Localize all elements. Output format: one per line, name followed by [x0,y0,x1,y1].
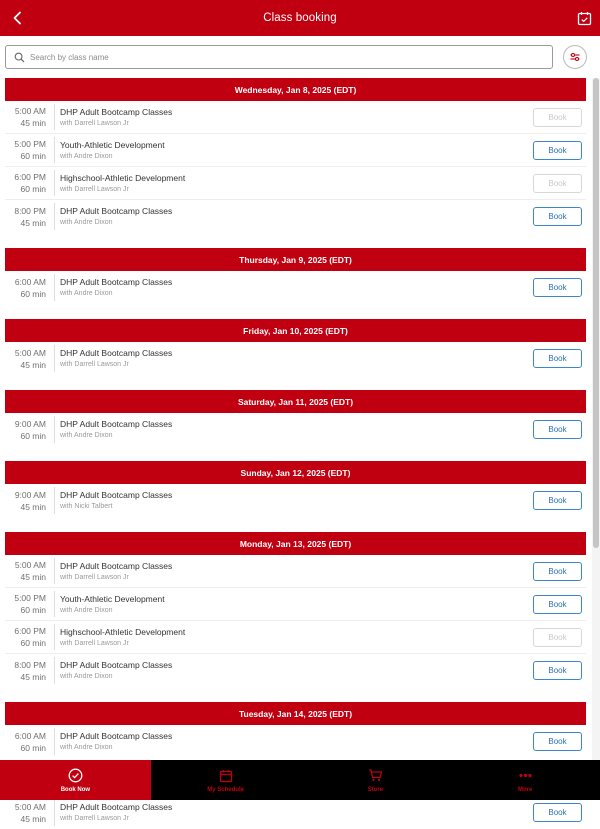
class-time [5,276,46,300]
class-time [5,347,46,371]
duration: 45 min [20,118,46,128]
instructor-name: with Andre Dixon [60,153,113,160]
class-name: DHP Adult Bootcamp Classes [60,561,173,571]
class-name: DHP Adult Bootcamp Classes [60,490,173,500]
search-icon [10,48,28,66]
class-info [60,419,172,441]
class-info [60,731,172,753]
class-info [60,107,172,129]
day-header: Wednesday, Jan 8, 2025 (EDT) [5,78,586,101]
nav-label: Book Now [60,786,91,793]
class-row [5,796,586,829]
class-info [60,173,185,195]
class-time [5,171,46,195]
scrollbar-thumb[interactable] [593,78,599,548]
class-info [60,140,165,162]
duration: 60 min [20,184,46,194]
class-name: DHP Adult Bootcamp Classes [60,206,173,216]
class-row [5,167,586,200]
class-time [5,592,46,616]
class-time [5,418,46,442]
day-section [5,248,586,304]
book-button[interactable]: Book [533,661,582,680]
class-info [60,660,172,682]
back-button[interactable] [8,8,28,28]
class-time [5,105,46,129]
duration: 60 min [20,605,46,615]
duration: 60 min [20,430,46,441]
book-button[interactable]: Book [533,732,582,751]
class-info [60,348,172,370]
nav-my-schedule[interactable] [151,760,301,800]
book-button: Book [533,108,582,127]
day-section [5,78,586,233]
start-time: 6:00 PM [14,626,46,636]
row-divider [54,104,55,130]
duration: 60 min [20,638,46,648]
search-bar [0,36,600,78]
class-name: Youth-Athletic Development [60,140,165,150]
instructor-name: with Andre Dixon [60,744,113,751]
day-section [5,702,586,758]
row-divider [54,657,55,684]
class-row [5,413,586,446]
search-field[interactable] [5,45,553,69]
start-time: 5:00 PM [14,139,46,149]
class-row [5,200,586,233]
class-name: DHP Adult Bootcamp Classes [60,731,173,741]
class-time [5,659,46,683]
class-time [5,801,46,825]
book-button: Book [533,174,582,193]
instructor-name: with Darrell Lawson Jr [60,640,129,647]
duration: 45 min [20,501,46,512]
class-row [5,134,586,167]
start-time: 5:00 PM [14,593,46,603]
nav-label: My Schedule [207,786,244,793]
start-time: 6:00 AM [14,730,46,741]
class-info [60,594,165,616]
duration: 45 min [20,572,46,582]
row-divider [54,624,55,650]
class-row [5,725,586,758]
class-info [60,206,172,228]
class-time [5,625,46,649]
check-circle-icon [67,768,83,784]
instructor-name: with Andre Dixon [60,219,113,226]
nav-book-now[interactable] [0,760,151,800]
row-divider [54,728,55,755]
start-time: 5:00 AM [14,801,46,812]
book-button[interactable]: Book [533,141,582,160]
class-time [5,489,46,513]
class-time [5,205,46,229]
instructor-name: with Andre Dixon [60,290,113,297]
class-info [60,802,172,824]
day-header: Saturday, Jan 11, 2025 (EDT) [5,390,586,413]
search-input[interactable] [30,53,530,62]
row-divider [54,416,55,443]
day-header: Thursday, Jan 9, 2025 (EDT) [5,248,586,271]
class-name: Youth-Athletic Development [60,594,165,604]
day-section [5,390,586,446]
instructor-name: with Nicki Talbert [60,503,113,510]
day-header: Tuesday, Jan 14, 2025 (EDT) [5,702,586,725]
instructor-name: with Andre Dixon [60,673,113,680]
page-title: Class booking [263,12,337,24]
row-divider [54,558,55,584]
row-divider [54,591,55,617]
instructor-name: with Darrell Lawson Jr [60,361,129,368]
duration: 60 min [20,288,46,299]
row-divider [54,345,55,372]
instructor-name: with Andre Dixon [60,607,113,614]
class-time [5,559,46,583]
class-row [5,654,586,687]
book-button[interactable]: Book [533,207,582,226]
start-time: 8:00 PM [14,205,46,216]
duration: 45 min [20,671,46,682]
day-header: Monday, Jan 13, 2025 (EDT) [5,532,586,555]
nav-store[interactable] [301,760,451,800]
class-name: DHP Adult Bootcamp Classes [60,419,173,429]
class-name: DHP Adult Bootcamp Classes [60,107,173,117]
class-info [60,490,172,512]
nav-label: Store [367,786,384,793]
duration: 60 min [20,742,46,753]
class-row [5,588,586,621]
calendar-check-button[interactable] [574,8,594,28]
start-time: 6:00 PM [14,172,46,182]
instructor-name: with Darrell Lawson Jr [60,120,129,127]
start-time: 5:00 AM [14,347,46,358]
calendar-check-icon [577,11,592,26]
nav-label: More [517,786,533,793]
instructor-name: with Darrell Lawson Jr [60,186,129,193]
class-name: DHP Adult Bootcamp Classes [60,348,173,358]
class-info [60,627,185,649]
nav-more[interactable] [450,760,600,800]
filter-sliders-icon [569,51,581,63]
book-button[interactable]: Book [533,278,582,297]
day-header: Sunday, Jan 12, 2025 (EDT) [5,461,586,484]
row-divider [54,170,55,196]
start-time: 9:00 AM [14,489,46,500]
duration: 45 min [20,813,46,824]
duration: 45 min [20,359,46,370]
day-section [5,461,586,517]
row-divider [54,487,55,514]
class-info [60,277,172,299]
calendar-icon [218,768,234,784]
book-button[interactable]: Book [533,349,582,368]
class-time [5,730,46,754]
class-name: Highschool-Athletic Development [60,173,186,183]
book-button[interactable]: Book [533,420,582,439]
class-row [5,484,586,517]
class-time [5,138,46,162]
start-time: 8:00 PM [14,659,46,670]
filter-button[interactable] [563,45,587,69]
cart-icon [367,768,383,784]
class-name: DHP Adult Bootcamp Classes [60,660,173,670]
day-section [5,532,586,687]
start-time: 5:00 AM [14,106,46,116]
class-row [5,342,586,375]
start-time: 5:00 AM [14,560,46,570]
scrollbar[interactable] [592,78,600,760]
row-divider [54,799,55,826]
day-section [5,319,586,375]
chevron-left-icon [11,11,25,25]
class-row [5,621,586,654]
row-divider [54,274,55,301]
book-button[interactable]: Book [533,595,582,614]
class-row [5,271,586,304]
book-button[interactable]: Book [533,803,582,822]
class-name: DHP Adult Bootcamp Classes [60,277,173,287]
bottom-nav [0,760,600,800]
app-header [0,0,600,36]
start-time: 6:00 AM [14,276,46,287]
book-button: Book [533,628,582,647]
instructor-name: with Andre Dixon [60,432,113,439]
duration: 45 min [20,217,46,228]
instructor-name: with Darrell Lawson Jr [60,815,129,822]
class-name: Highschool-Athletic Development [60,627,186,637]
row-divider [54,137,55,163]
class-row [5,101,586,134]
duration: 60 min [20,151,46,161]
book-button[interactable]: Book [533,562,582,581]
class-name: DHP Adult Bootcamp Classes [60,802,173,812]
start-time: 9:00 AM [14,418,46,429]
day-header: Friday, Jan 10, 2025 (EDT) [5,319,586,342]
class-row [5,555,586,588]
book-button[interactable]: Book [533,491,582,510]
class-info [60,561,172,583]
row-divider [54,203,55,230]
more-dots-icon [517,768,533,784]
instructor-name: with Darrell Lawson Jr [60,574,129,581]
